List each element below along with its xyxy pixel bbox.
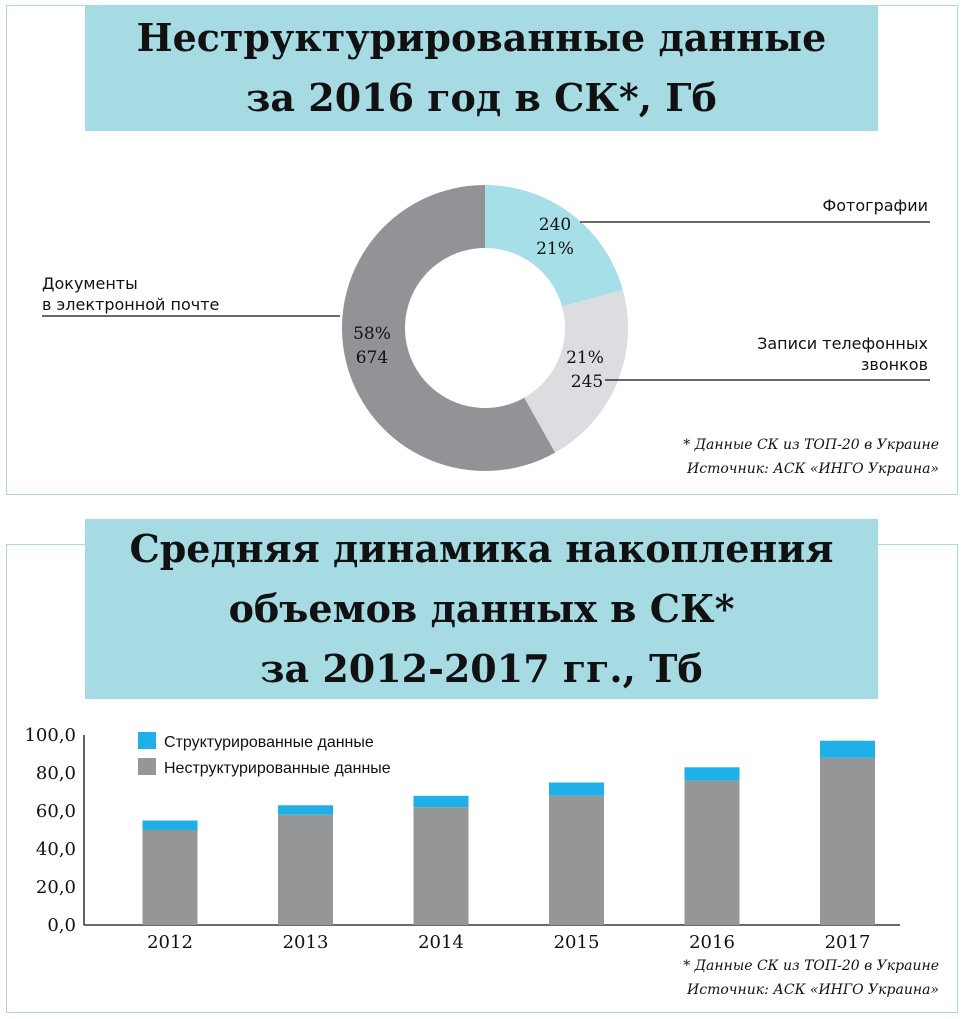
y-tick-label: 40,0 [35, 839, 76, 860]
slice-category-label-calls-line-1: Записи телефонных [757, 334, 928, 353]
donut-footnote [683, 433, 939, 481]
bar-segment-unstructured-2013 [278, 815, 333, 925]
bar-segment-unstructured-2015 [549, 796, 604, 925]
bar-segment-structured-2014 [414, 796, 469, 807]
x-tick-label: 2012 [147, 932, 193, 953]
y-tick-label: 20,0 [35, 877, 76, 898]
bar-title-line-3: за 2012-2017 гг., Тб [260, 646, 703, 691]
slice-value-label-email: 674 [355, 348, 389, 368]
slice-category-label-email-line-2: в электронной почте [42, 295, 220, 314]
bar-footnote [683, 954, 939, 1002]
x-tick-label: 2017 [824, 932, 871, 953]
bar-segment-unstructured-2017 [820, 758, 875, 925]
y-tick-label: 0,0 [47, 915, 76, 936]
y-tick-label: 100,0 [24, 725, 76, 746]
donut-footnote-line-2: Источник: АСК «ИНГО Украина» [687, 461, 939, 477]
legend-label-structured: Структурированные данные [164, 734, 374, 751]
x-tick-label: 2013 [282, 932, 329, 953]
slice-percent-label-calls: 21% [566, 348, 604, 368]
bar-segment-unstructured-2012 [143, 830, 198, 925]
donut-title-line-1: Неструктурированные данные [136, 15, 827, 60]
slice-category-label-photos-line-1: Фотографии [822, 196, 928, 215]
legend-swatch-unstructured [138, 758, 156, 775]
slice-category-label-calls-line-2: звонков [860, 355, 928, 374]
slice-value-label-calls: 245 [570, 372, 604, 392]
slice-value-label-photos: 240 [538, 215, 572, 235]
x-tick-label: 2014 [418, 932, 464, 953]
bar-segment-structured-2017 [820, 741, 875, 758]
bar-footnote-line-1: * Данные СК из ТОП-20 в Украине [683, 958, 939, 974]
legend-swatch-structured [138, 732, 156, 749]
y-tick-label: 80,0 [35, 763, 76, 784]
bar-segment-unstructured-2016 [685, 781, 740, 925]
slice-percent-label-photos: 21% [536, 239, 574, 259]
bar-segment-structured-2016 [685, 767, 740, 780]
x-tick-label: 2015 [553, 932, 600, 953]
y-tick-label: 60,0 [35, 801, 76, 822]
bar-segment-structured-2015 [549, 783, 604, 796]
slice-category-label-email-line-1: Документы [42, 274, 138, 293]
legend-label-unstructured: Неструктурированные данные [164, 760, 391, 777]
donut-title-line-2: за 2016 год в СК*, Гб [246, 75, 717, 120]
bar-title-line-2: объемов данных в СК* [228, 586, 735, 631]
bar-segment-structured-2012 [143, 821, 198, 831]
bar-segment-unstructured-2014 [414, 807, 469, 925]
bar-footnote-line-2: Источник: АСК «ИНГО Украина» [687, 982, 939, 998]
bar-title-line-1: Средняя динамика накопления [129, 526, 834, 571]
bar-segment-structured-2013 [278, 805, 333, 815]
x-tick-label: 2016 [689, 932, 735, 953]
donut-footnote-line-1: * Данные СК из ТОП-20 в Украине [683, 437, 939, 453]
slice-percent-label-email: 58% [353, 324, 391, 344]
